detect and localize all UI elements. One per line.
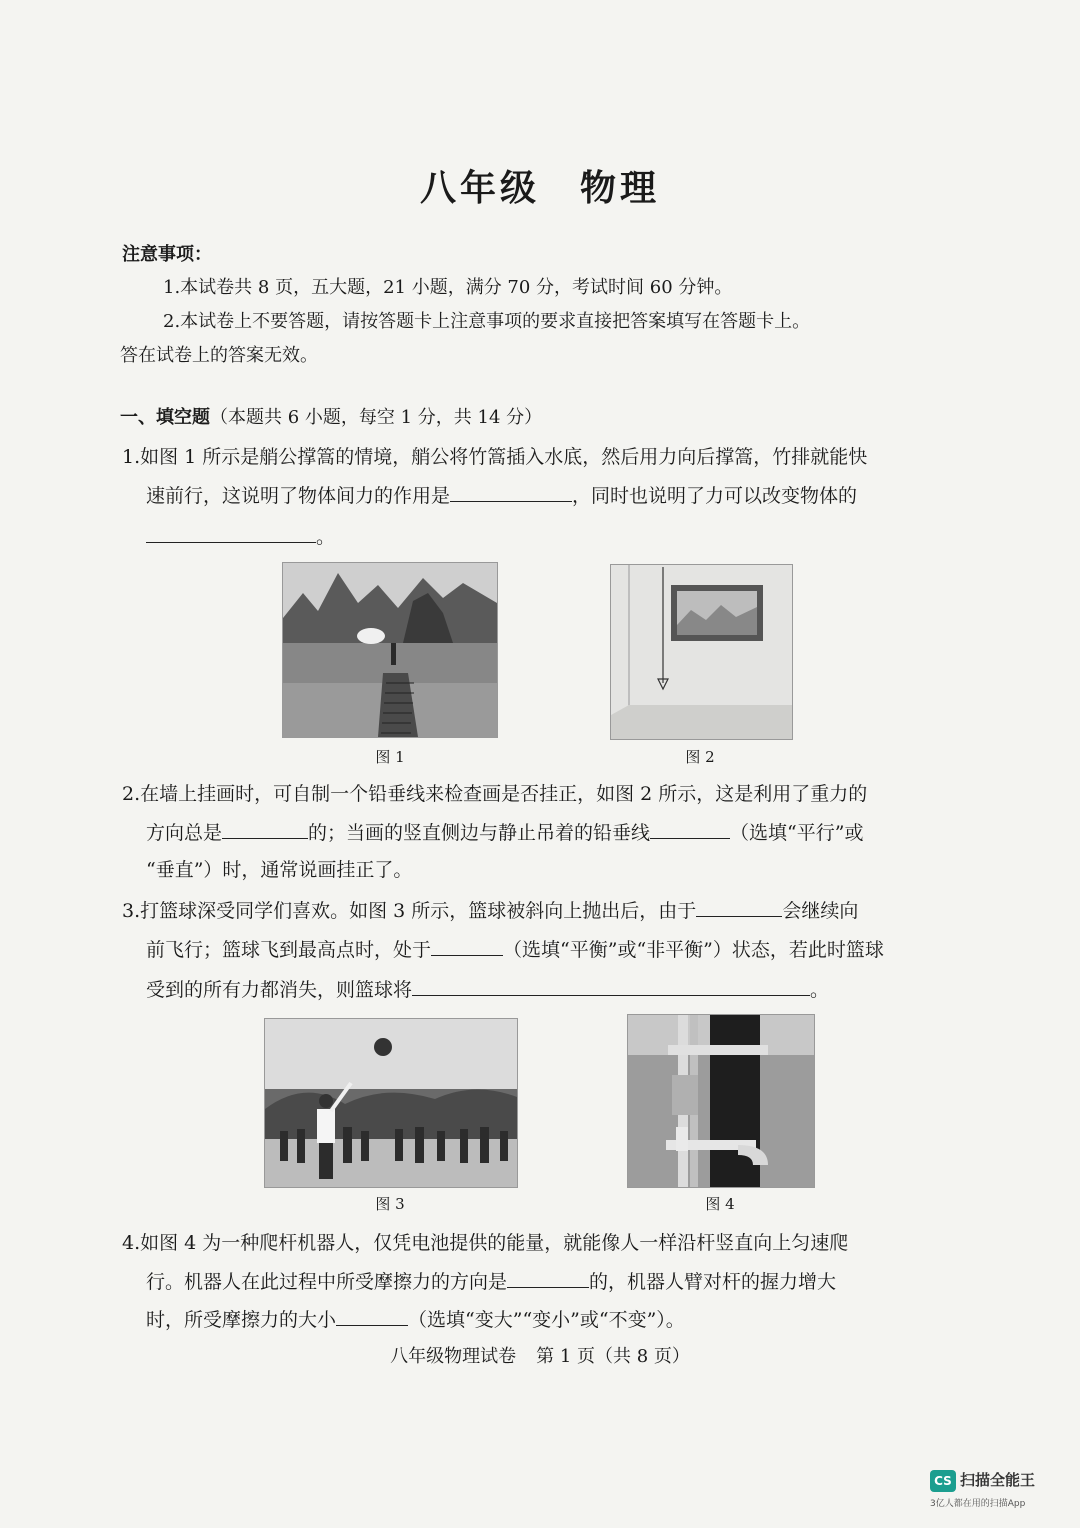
scanner-slogan: 3亿人都在用的扫描App (930, 1499, 1026, 1509)
q3-text-a: 3.打篮球深受同学们喜欢。如图 3 所示，篮球被斜向上抛出后，由于 (122, 900, 697, 922)
figure-4-robot-photo (627, 1014, 815, 1188)
q1-text-a: 速前行，这说明了物体间力的作用是 (146, 485, 451, 507)
q4-text-b: 的，机器人臂对杆的握力增大 (589, 1271, 837, 1293)
q3-line1 (122, 896, 858, 923)
q1-line2 (146, 481, 857, 508)
q4-text-d: （选填“变大”“变小”或“不变”）。 (408, 1309, 685, 1331)
q4-blank-1 (507, 1269, 589, 1288)
q3-text-c: 前飞行；篮球飞到最高点时，处于 (146, 939, 432, 961)
page-title (0, 160, 1080, 211)
figure-4-caption: 图 4 (705, 1195, 735, 1213)
scanner-watermark (930, 1466, 1060, 1516)
figure-2-plumb-line (610, 564, 793, 740)
q2-text-a: 方向总是 (146, 822, 223, 844)
q2-line2 (146, 818, 863, 845)
figure-1-raft-photo (282, 562, 498, 738)
notice-heading: 注意事项： (122, 244, 212, 265)
q3-blank-1 (696, 898, 782, 917)
footer-page-number: 第 1 页（共 8 页） (536, 1346, 690, 1367)
notice-item-2: 2.本试卷上不要答题，请按答题卡上注意事项的要求直接把答案填写在答题卡上。 (163, 311, 811, 332)
figure-3-caption: 图 3 (375, 1195, 405, 1213)
q1-blank-2 (146, 524, 316, 543)
q2-line3: “垂直”）时，通常说画挂正了。 (146, 859, 413, 881)
q2-blank-2 (650, 820, 730, 839)
q3-blank-2 (431, 937, 503, 956)
scanner-name: 扫描全能王 (960, 1471, 1036, 1489)
q4-text-c: 时，所受摩擦力的大小 (146, 1309, 337, 1331)
q3-text-e: 受到的所有力都消失，则篮球将 (146, 979, 413, 1001)
figure-3-basketball-photo (264, 1018, 518, 1188)
q1-line3 (146, 522, 335, 549)
q3-blank-3 (412, 977, 810, 996)
title-subject: 物理 (580, 168, 661, 209)
footer-exam-name: 八年级物理试卷 (390, 1346, 517, 1367)
section-note: （本题共 6 小题，每空 1 分，共 14 分） (210, 407, 543, 428)
q4-text-a: 行。机器人在此过程中所受摩擦力的方向是 (146, 1271, 508, 1293)
q1-text-b: ，同时也说明了力可以改变物体的 (572, 485, 858, 507)
q3-line3 (146, 975, 829, 1002)
figure-1-caption: 图 1 (375, 748, 405, 766)
q3-line2 (146, 935, 884, 962)
figure-2-caption: 图 2 (685, 748, 715, 766)
q4-line1: 4.如图 4 为一种爬杆机器人，仅凭电池提供的能量，就能像人一样沿杆竖直向上匀速爬 (122, 1232, 849, 1254)
scanner-logo-icon: CS (930, 1470, 956, 1492)
q4-blank-2 (336, 1307, 408, 1326)
q1-line1: 1.如图 1 所示是艄公撑篙的情境，艄公将竹篙插入水底，然后用力向后撑篙，竹排就能快 (122, 446, 868, 468)
section-heading (120, 403, 542, 429)
page-footer (0, 1342, 1080, 1368)
notice-item-1: 1.本试卷共 8 页，五大题，21 小题，满分 70 分，考试时间 60 分钟。 (163, 277, 733, 298)
notice-item-2-cont: 答在试卷上的答案无效。 (120, 345, 318, 366)
q2-line1: 2.在墙上挂画时，可自制一个铅垂线来检查画是否挂正，如图 2 所示，这是利用了重力的 (122, 783, 868, 805)
q1-text-c: 。 (316, 526, 336, 548)
q4-line3 (146, 1305, 685, 1332)
q1-blank-1 (450, 483, 572, 502)
q4-line2 (146, 1267, 836, 1294)
title-grade: 八年级 (419, 168, 540, 209)
q2-blank-1 (222, 820, 308, 839)
q2-text-b: 的；当画的竖直侧边与静止吊着的铅垂线 (308, 822, 651, 844)
q3-text-b: 会继续向 (782, 900, 859, 922)
q3-text-f: 。 (810, 979, 830, 1001)
section-title: 一、填空题 (120, 407, 210, 428)
q3-text-d: （选填“平衡”或“非平衡”）状态，若此时篮球 (503, 939, 884, 961)
q2-text-c: （选填“平行”或 (730, 822, 864, 844)
